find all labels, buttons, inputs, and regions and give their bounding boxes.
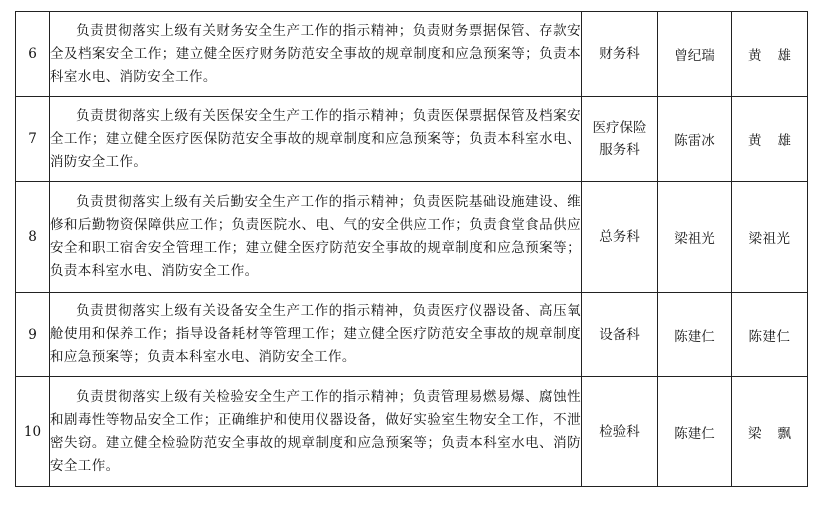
duty-description [50, 293, 582, 377]
duty-description [50, 97, 582, 182]
duty-text: 负责贯彻落实上级有关后勤安全生产工作的指示精神；负责医院基础设施建设、维修和后勤物资保障供应工作；负责医院水、电、气的安全供应工作；负责食堂食品供应安全和职工宿舍安全管理工作；建立健全医疗防范安全事故的规章制度和应急预案等；负责本科室水电、消防安全工作。 [50, 194, 581, 279]
responsible-person-cell: 梁祖光 [658, 182, 732, 293]
row-index: 9 [16, 293, 50, 377]
responsible-person-cell: 陈雷冰 [658, 97, 732, 182]
duty-description [50, 182, 582, 293]
leader-name: 梁飘 [748, 425, 807, 442]
table-row [16, 97, 808, 182]
responsible-person-cell: 曾纪瑞 [658, 12, 732, 97]
row-index: 6 [16, 12, 50, 97]
table-row [16, 12, 808, 97]
duty-text: 负责贯彻落实上级有关设备安全生产工作的指示精神，负责医疗仪器设备、高压氧舱使用和保养工作；指导设备耗材等管理工作；建立健全医疗防范安全事故的规章制度和应急预案等；负责本科室水电、消防安全工作。 [50, 303, 581, 365]
table-row [16, 377, 808, 487]
department-cell: 财务科 [582, 12, 658, 97]
leader-name: 黄雄 [748, 48, 807, 64]
responsible-person-cell: 陈建仁 [658, 293, 732, 377]
duty-description [50, 12, 582, 97]
department-cell: 设备科 [582, 293, 658, 377]
leader-name: 黄雄 [748, 133, 807, 149]
duty-text: 负责贯彻落实上级有关检验安全生产工作的指示精神；负责管理易燃易爆、腐蚀性和剧毒性等物品安全工作；正确维护和使用仪器设备，做好实验室生物安全工作，不泄密失窃。建立健全检验防范安全事故的规章制度和应急预案等；负责本科室水电、消防安全工作。 [50, 388, 581, 474]
leader-cell [732, 12, 808, 97]
row-index: 10 [16, 377, 50, 487]
leader-cell [732, 377, 808, 487]
duty-text: 负责贯彻落实上级有关医保安全生产工作的指示精神；负责医保票据保管及档案安全工作；建立健全医疗医保防范安全事故的规章制度和应急预案等；负责本科室水电、消防安全工作。 [50, 107, 581, 170]
leader-cell: 梁祖光 [732, 182, 808, 293]
leader-cell [732, 97, 808, 182]
table-row [16, 182, 808, 293]
department-cell: 总务科 [582, 182, 658, 293]
row-index: 7 [16, 97, 50, 182]
duty-text: 负责贯彻落实上级有关财务安全生产工作的指示精神；负责财务票据保管、存款安全及档案安全工作；建立健全医疗财务防范安全事故的规章制度和应急预案等；负责本科室水电、消防安全工作。 [50, 22, 581, 85]
leader-cell: 陈建仁 [732, 293, 808, 377]
table-row [16, 293, 808, 377]
responsible-person-cell: 陈建仁 [658, 377, 732, 487]
responsibility-table [15, 11, 808, 487]
department-cell: 检验科 [582, 377, 658, 487]
department-cell [582, 97, 658, 182]
row-index: 8 [16, 182, 50, 293]
department-label: 医疗保险服务科 [592, 120, 647, 158]
duty-description [50, 377, 582, 487]
